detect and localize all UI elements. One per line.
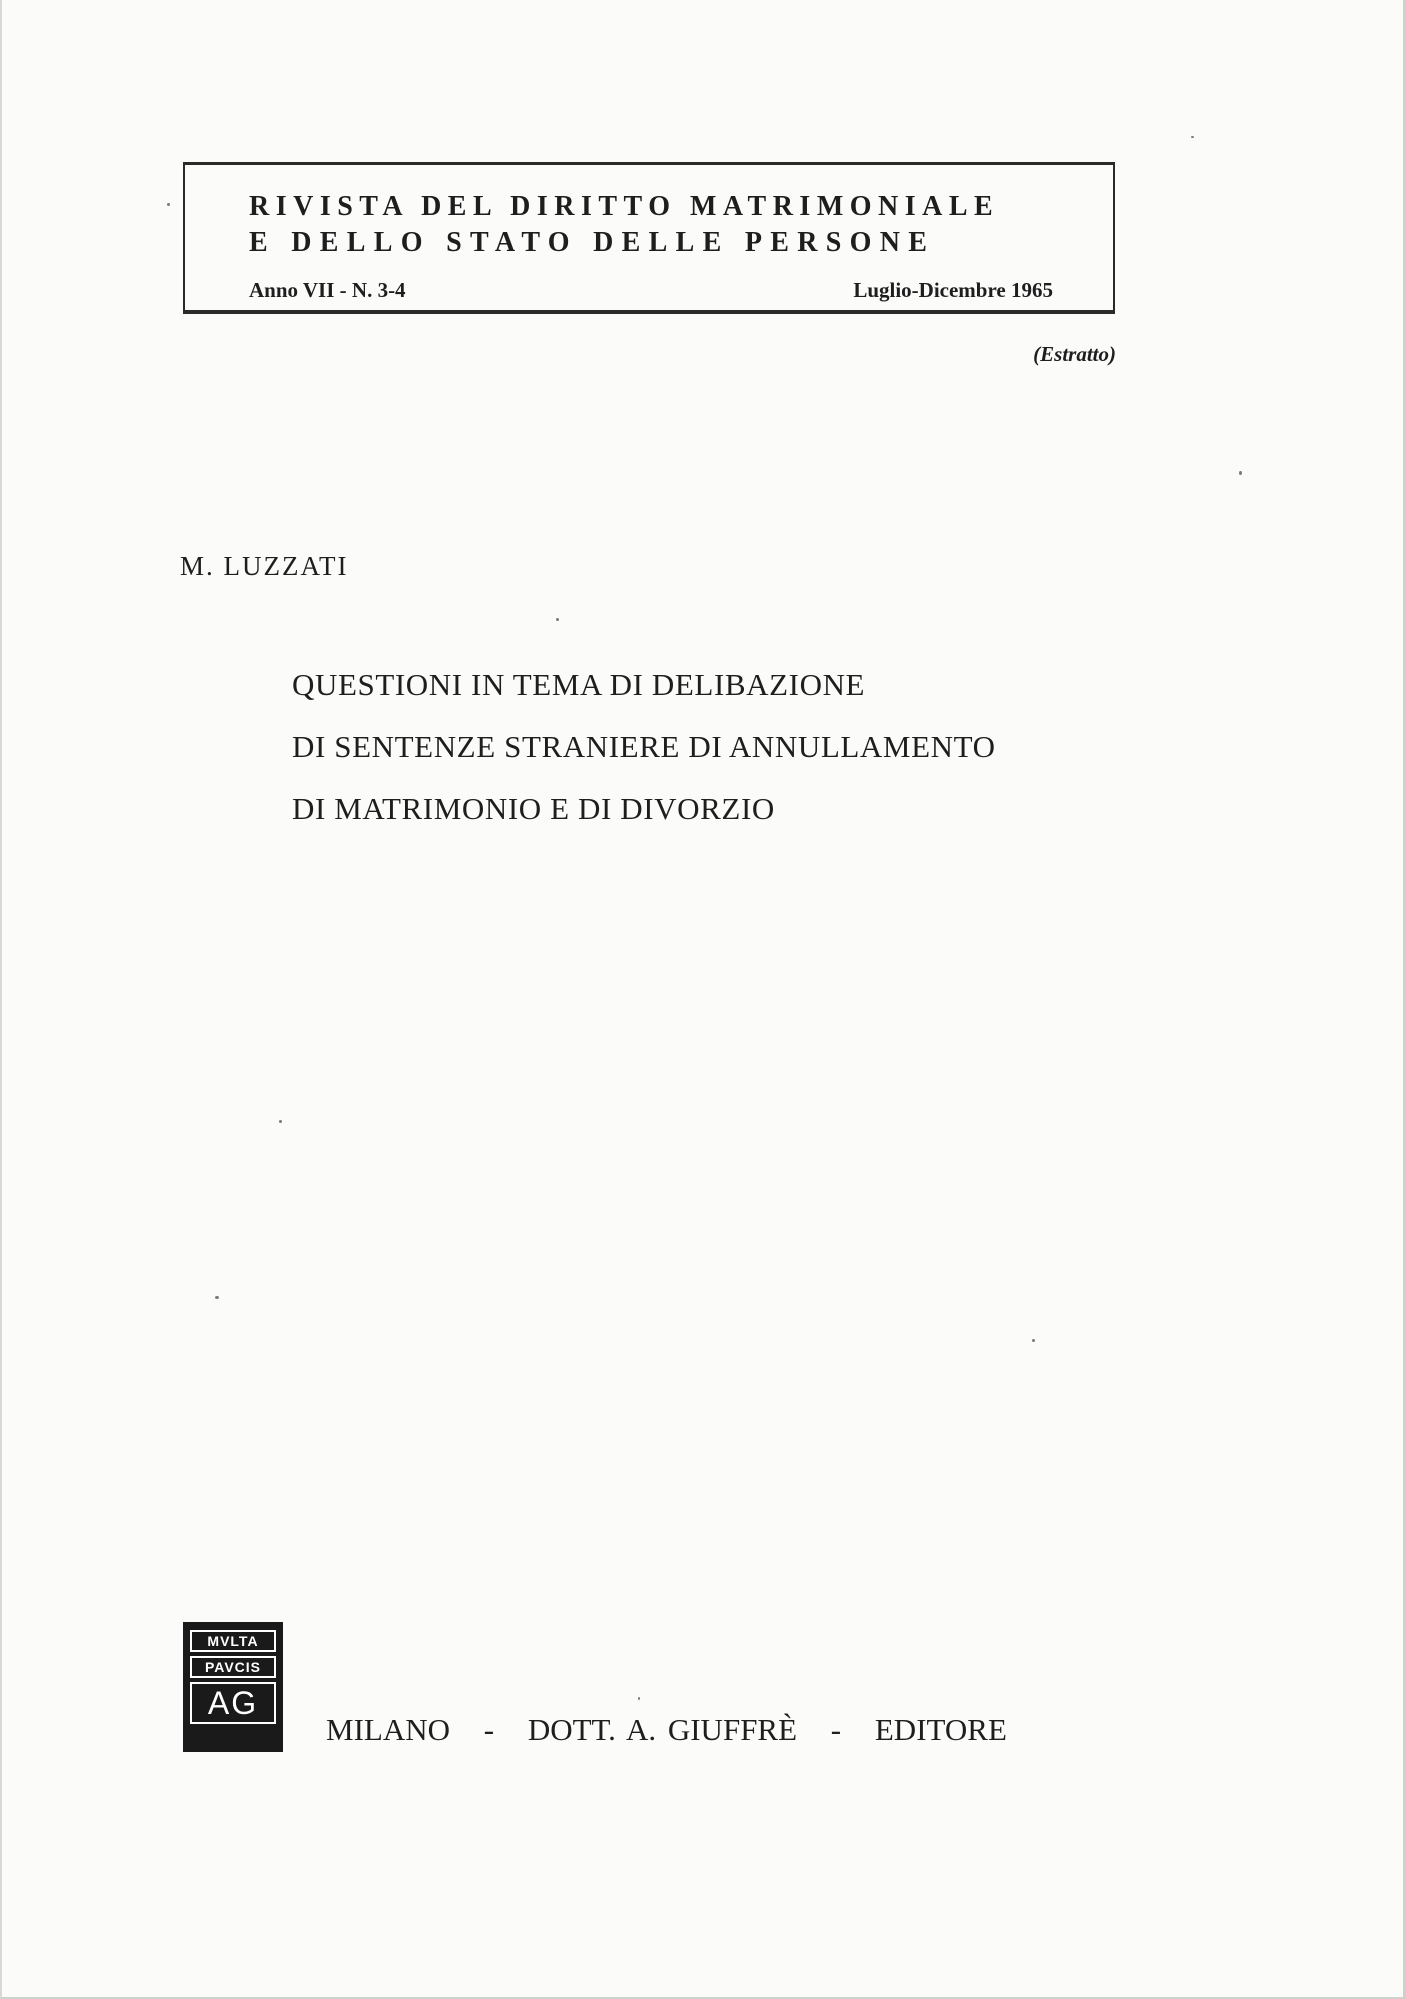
extract-label: (Estratto) <box>1033 342 1116 366</box>
paper-speck <box>556 618 559 621</box>
publisher-role: EDITORE <box>874 1712 1007 1747</box>
paper-speck <box>1191 136 1194 138</box>
paper-speck <box>167 203 170 206</box>
title-line-3: DI MATRIMONIO E DI DIVORZIO <box>292 791 775 826</box>
journal-title-line-2: E DELLO STATO DELLE PERSONE <box>249 227 936 258</box>
article-title <box>292 660 996 846</box>
title-line-1: QUESTIONI IN TEMA DI DELIBAZIONE <box>292 667 866 702</box>
journal-dates: Luglio-Dicembre 1965 <box>853 278 1053 302</box>
author-name: M. LUZZATI <box>180 551 349 581</box>
journal-issue: Anno VII - N. 3-4 <box>249 278 406 302</box>
publisher-separator-1: - <box>483 1712 495 1747</box>
logo-word-1: MVLTA <box>190 1630 276 1652</box>
paper-speck <box>1239 471 1242 475</box>
title-line-2: DI SENTENZE STRANIERE DI ANNULLAMENTO <box>292 729 996 764</box>
publisher-line <box>326 1712 1007 1748</box>
journal-header-box <box>183 162 1115 314</box>
logo-word-2: PAVCIS <box>190 1656 276 1678</box>
logo-initials: AG <box>190 1682 276 1724</box>
journal-title-line-1: RIVISTA DEL DIRITTO MATRIMONIALE <box>249 191 1000 222</box>
paper-speck <box>279 1120 282 1123</box>
paper-speck <box>638 1697 640 1700</box>
paper-speck <box>1032 1339 1035 1342</box>
publisher-city: MILANO <box>326 1712 450 1747</box>
publisher-logo <box>183 1622 283 1752</box>
publisher-name: DOTT. A. GIUFFRÈ <box>527 1712 798 1747</box>
publisher-separator-2: - <box>830 1712 842 1747</box>
paper-speck <box>215 1296 219 1299</box>
